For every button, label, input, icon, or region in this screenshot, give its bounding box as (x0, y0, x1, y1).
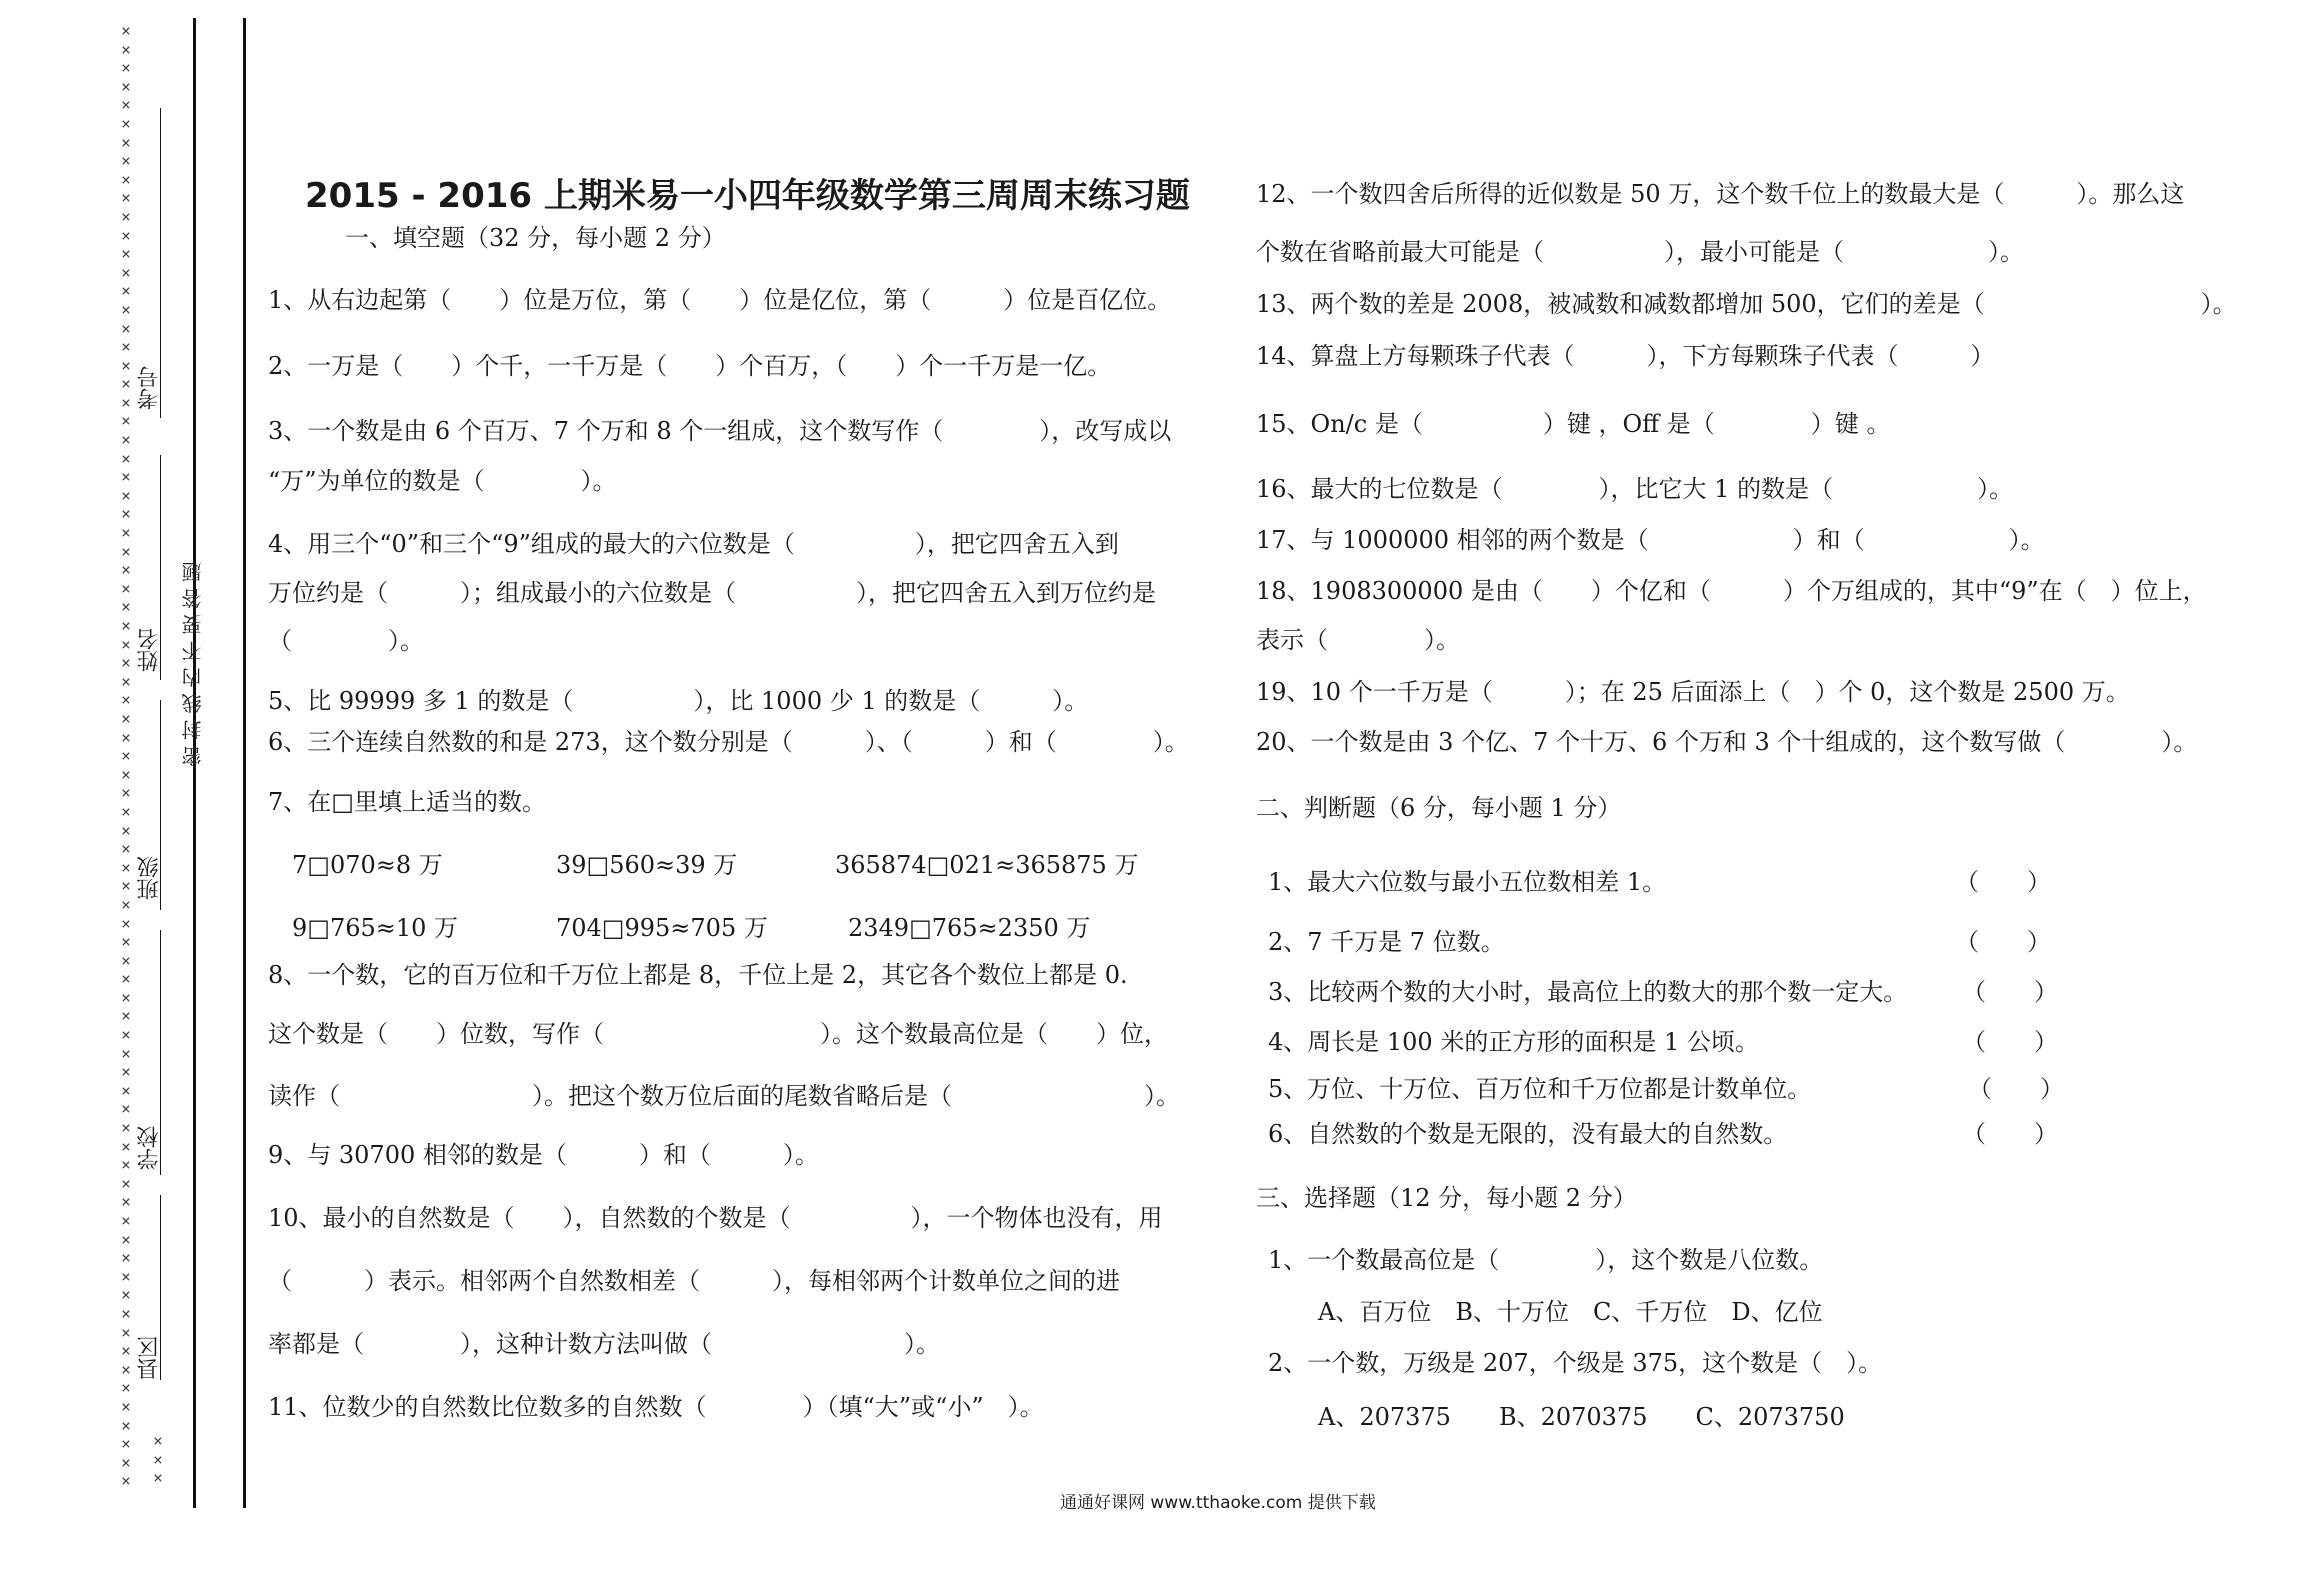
label-kaohao: 考号 (137, 366, 162, 410)
question-13: 13、两个数的差是 2008，被减数和减数都增加 500，它们的差是（ ）。 (1256, 290, 2237, 318)
judge-6-answer: （ ） (1962, 1120, 2058, 1148)
question-7-item-4: 9□765≈10 万 (292, 914, 459, 942)
seal-line-notice: 密 封 线 内 不 要 答 题 (181, 562, 205, 767)
choice-2-options: A、207375 B、2070375 C、2073750 (1318, 1403, 1845, 1431)
question-7-item-1: 7□070≈8 万 (292, 851, 443, 879)
judge-1-answer: （ ） (1955, 868, 2051, 896)
question-14: 14、算盘上方每颗珠子代表（ ），下方每颗珠子代表（ ） (1256, 342, 1995, 370)
question-10-line-3: 率都是（ ），这种计数方法叫做（ ）。 (268, 1330, 940, 1358)
question-7-item-3: 365874□021≈365875 万 (835, 851, 1139, 879)
judge-6: 6、自然数的个数是无限的，没有最大的自然数。 (1268, 1120, 1788, 1148)
question-18-line-1: 18、1908300000 是由（ ）个亿和（ ）个万组成的，其中“9”在（ ）位上， (1256, 577, 2207, 605)
label-xianqu: 县区 (137, 1336, 162, 1380)
section-fill-blank-heading: 一、填空题（32 分，每小题 2 分） (345, 224, 726, 252)
underline-kaohao (160, 108, 161, 418)
question-16: 16、最大的七位数是（ ），比它大 1 的数是（ ）。 (1256, 475, 2014, 503)
perforation-marks-right: × × × (153, 1431, 163, 1488)
judge-4: 4、周长是 100 米的正方形的面积是 1 公顷。 (1268, 1028, 1759, 1056)
judge-4-answer: （ ） (1962, 1028, 2058, 1056)
question-4-line-3: （ ）。 (268, 627, 424, 655)
judge-3-answer: （ ） (1962, 978, 2058, 1006)
label-banji: 班级 (137, 856, 162, 900)
judge-5: 5、万位、十万位、百万位和千万位都是计数单位。 (1268, 1075, 1812, 1103)
choice-1-options: A、百万位 B、十万位 C、千万位 D、亿位 (1318, 1298, 1823, 1326)
question-19: 19、10 个一千万是（ ）；在 25 后面添上（ ）个 0，这个数是 2500 万。 (1256, 678, 2130, 706)
judge-5-answer: （ ） (1968, 1075, 2064, 1103)
choice-1: 1、一个数最高位是（ ），这个数是八位数。 (1268, 1246, 1824, 1274)
choice-2: 2、一个数，万级是 207，个级是 375，这个数是（ ）。 (1268, 1349, 1883, 1377)
question-18-line-2: 表示（ ）。 (1256, 626, 1460, 654)
question-8-line-3: 读作（ ）。把这个数万位后面的尾数省略后是（ ）。 (268, 1082, 1180, 1110)
question-6: 6、三个连续自然数的和是 273，这个数分别是（ ）、（ ）和（ ）。 (268, 728, 1189, 756)
judge-2: 2、7 千万是 7 位数。 (1268, 928, 1505, 956)
question-7: 7、在□里填上适当的数。 (268, 788, 546, 816)
underline-banji (160, 700, 161, 910)
question-5: 5、比 99999 多 1 的数是（ ），比 1000 少 1 的数是（ ）。 (268, 687, 1089, 715)
judge-2-answer: （ ） (1955, 928, 2051, 956)
question-11: 11、位数少的自然数比位数多的自然数（ ）（填“大”或“小” ）。 (268, 1393, 1044, 1421)
section-true-false-heading: 二、判断题（6 分，每小题 1 分） (1256, 794, 1622, 822)
perforation-marks-left: × × × × × × × × × × × × × × × × × × × × × × × × × × × × × × × × × × × × × × × × × × × × × × × × × × × × × × × × × × × × × × × × × × × × × × × × × × × × × × × (121, 21, 131, 1491)
question-7-item-5: 704□995≈705 万 (556, 914, 768, 942)
question-12-line-2: 个数在省略前最大可能是（ ），最小可能是（ ）。 (1256, 238, 2024, 266)
question-12-line-1: 12、一个数四舍后所得的近似数是 50 万，这个数千位上的数最大是（ ）。那么这 (1256, 180, 2185, 208)
binding-line-right (243, 18, 246, 1508)
underline-xianqu (160, 1195, 161, 1380)
question-8-line-2: 这个数是（ ）位数，写作（ ）。这个数最高位是（ ）位， (268, 1020, 1168, 1048)
footer-credit: 通通好课网 www.tthaoke.com 提供下载 (1060, 1493, 1376, 1513)
question-4-line-2: 万位约是（ ）；组成最小的六位数是（ ），把它四舍五入到万位约是 (268, 579, 1156, 607)
question-10-line-2: （ ）表示。相邻两个自然数相差（ ），每相邻两个计数单位之间的进 (268, 1267, 1120, 1295)
underline-xingming (160, 455, 161, 680)
label-xuexiao: 学校 (137, 1126, 162, 1170)
question-9: 9、与 30700 相邻的数是（ ）和（ ）。 (268, 1141, 819, 1169)
question-7-item-6: 2349□765≈2350 万 (848, 914, 1091, 942)
question-10-line-1: 10、最小的自然数是（ ），自然数的个数是（ ），一个物体也没有，用 (268, 1204, 1163, 1232)
question-3-line-1: 3、一个数是由 6 个百万、7 个万和 8 个一组成，这个数写作（ ），改写成以 (268, 417, 1172, 445)
question-20: 20、一个数是由 3 个亿、7 个十万、6 个万和 3 个十组成的，这个数写做（ ）。 (1256, 728, 2198, 756)
question-1: 1、从右边起第（ ）位是万位，第（ ）位是亿位，第（ ）位是百亿位。 (268, 286, 1172, 314)
underline-xuexiao (160, 930, 161, 1175)
question-7-item-2: 39□560≈39 万 (556, 851, 738, 879)
question-3-line-2: “万”为单位的数是（ ）。 (268, 467, 617, 495)
page-title: 2015 - 2016 上期米易一小四年级数学第三周周末练习题 (305, 176, 1190, 216)
question-4-line-1: 4、用三个“0”和三个“9”组成的最大的六位数是（ ），把它四舍五入到 (268, 530, 1119, 558)
judge-1: 1、最大六位数与最小五位数相差 1。 (1268, 868, 1667, 896)
question-2: 2、一万是（ ）个千，一千万是（ ）个百万，（ ）个一千万是一亿。 (268, 352, 1112, 380)
question-8-line-1: 8、一个数，它的百万位和千万位上都是 8，千位上是 2，其它各个数位上都是 0. (268, 961, 1128, 989)
label-xingming: 姓名 (137, 628, 162, 672)
question-17: 17、与 1000000 相邻的两个数是（ ）和（ ）。 (1256, 526, 2045, 554)
section-multiple-choice-heading: 三、选择题（12 分，每小题 2 分） (1256, 1184, 1637, 1212)
question-15: 15、On/c 是（ ）键 ，Off 是（ ）键 。 (1256, 410, 1891, 438)
judge-3: 3、比较两个数的大小时，最高位上的数大的那个数一定大。 (1268, 978, 1908, 1006)
